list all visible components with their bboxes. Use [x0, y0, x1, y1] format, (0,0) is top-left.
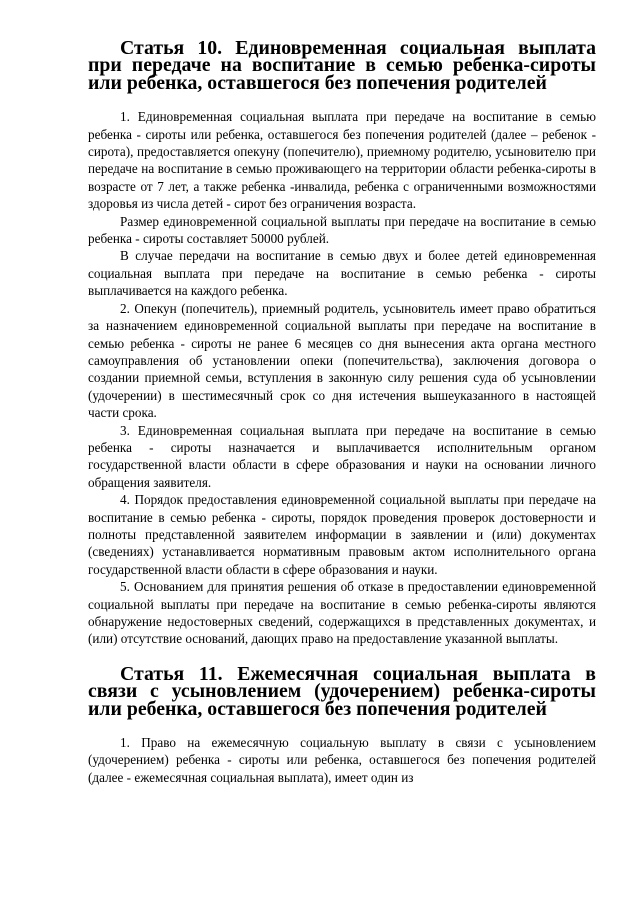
article-10-paragraph: 1. Единовременная социальная выплата при передаче на воспитание в семью ребенка - сироты или ребенка, оставшегося без попечения родителей (далее – ребенок - сирота), предоставляется опекуну (попечителю), приемному родителю, усыновителю при передаче на воспитание в семью проживающего на территории области ребенка-сироты в возрасте от 7 лет, а также ребенка -инвалида, ребенка с ограниченными возможностями здоровья из числа детей - сирот без ограничения возраста. — [88, 109, 596, 212]
article-11-heading: Статья 11. Ежемесячная социальная выплата в связи с усыновлением (удочерением) ребенка-сироты или ребенка, оставшегося без попечения родителей — [88, 662, 596, 720]
document-page — [88, 37, 596, 786]
article-11-paragraph: 1. Право на ежемесячную социальную выплату в связи с усыновлением (удочерением) ребенка - сироты или ребенка, оставшегося без попечения родителей (далее - ежемесячная социальная выплата), имеет один из — [88, 735, 596, 785]
article-10-paragraph: В случае передачи на воспитание в семью двух и более детей единовременная социальная выплата при передаче на воспитание в семью ребенка - сироты выплачивается на каждого ребенка. — [88, 248, 596, 299]
article-10-paragraph: 5. Основанием для принятия решения об отказе в предоставлении единовременной социальной выплаты при передаче на воспитание в семью ребенка-сироты являются обнаружение недостоверных сведений, содержащихся в представленных документах, и (или) отсутствие оснований, дающих право на предоставление указанной выплаты. — [88, 579, 596, 647]
article-10-paragraph: Размер единовременной социальной выплаты при передаче на воспитание в семью ребенка - сироты составляет 50000 рублей. — [88, 213, 596, 247]
article-10-paragraph: 2. Опекун (попечитель), приемный родитель, усыновитель имеет право обратиться за назначением единовременной социальной выплаты при передаче на воспитание в семью ребенка - сироты не ранее 6 месяцев со дня вынесения акта органа местного самоуправления об установлении опеки (попечительства), заключения договора о создании приемной семьи, вступления в законную силу решения суда об усыновлении (удочерении) в шестимесячный срок со дня истечения вышеуказанного в настоящей части срока. — [88, 300, 596, 421]
article-10-paragraph: 3. Единовременная социальная выплата при передаче на воспитание в семью ребенка - сироты назначается и выплачивается исполнительным органом государственной власти области в сфере образования и науки на основании личного обращения заявителя. — [88, 422, 596, 490]
article-10-heading: Статья 10. Единовременная социальная выплата при передаче на воспитание в семью ребенка-сироты или ребенка, оставшегося без попечения родителей — [88, 37, 596, 94]
article-10-paragraph: 4. Порядок предоставления единовременной социальной выплаты при передаче на воспитание в семью ребенка - сироты, порядок проведения проверок достоверности и полноты представленной заявителем информации в заявлении и (или) документах (сведениях) устанавливается нормативным правовым актом исполнительного органа государственной власти области в сфере образования и науки. — [88, 492, 596, 577]
